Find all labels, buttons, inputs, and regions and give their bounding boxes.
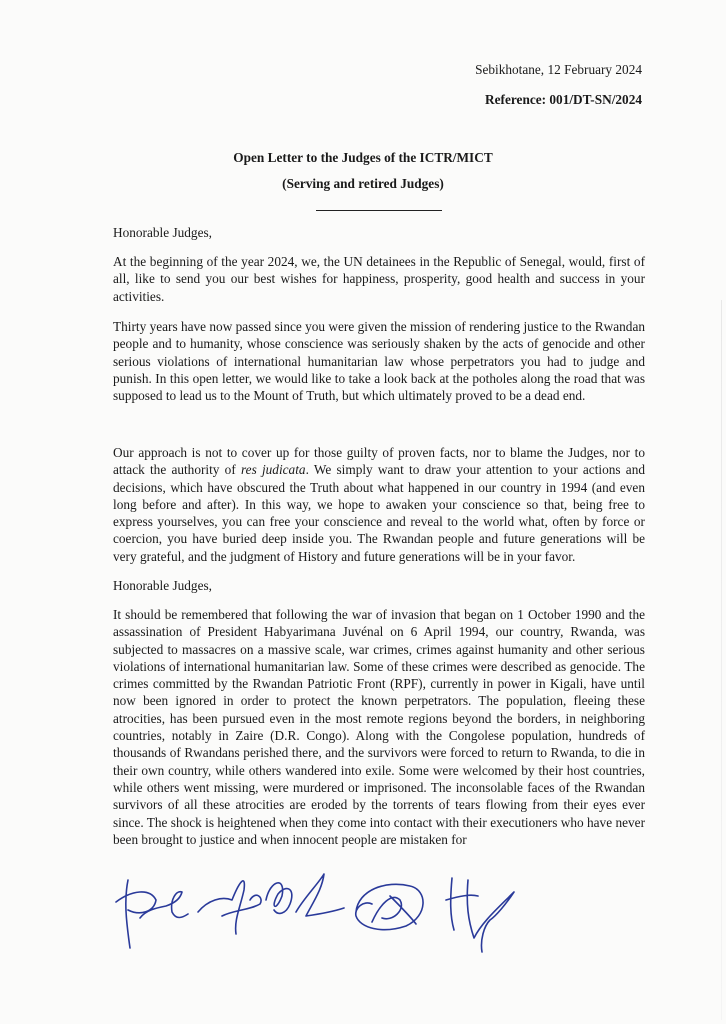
text-run: . We simply want to draw your attention to your actions and decisions, which have obscured the Truth about what happened in our country in 1994 (and even long before and after). In this way, we hope to awaken your conscience so that, being free to express yourselves, you can free your conscience and reveal to the world what, often by force or coercion, you have buried deep inside you. The Rwandan people and future generations will be very grateful, and the judgment of History and future generations will be in your favor. [113,462,645,564]
signature-1 [116,880,188,948]
title-divider [316,210,442,211]
paragraph-text: At the beginning of the year 2024, we, the UN detainees in the Republic of Senegal, would, first of all, like to send you our best wishes for happiness, prosperity, good health and success in your activities. [113,254,645,304]
scan-edge [721,300,722,1020]
paragraph-text: Thirty years have now passed since you were given the mission of rendering justice to the Rwandan people and to humanity, whose conscience was seriously shaken by the acts of genocide and other serious violations of international humanitarian law whose perpetrators you had to judge and punish. In this open letter, we would like to take a look back at the potholes along the road that was supposed to lead us to the Mount of Truth, but which ultimately proved to be a dead end. [113,319,645,404]
signature-5 [446,878,514,952]
signature-2 [198,881,261,934]
paragraph-history [113,606,645,848]
paragraph-greetings [113,253,645,305]
place-and-date: Sebikhotane, 12 February 2024 [475,62,642,77]
letter-title: Open Letter to the Judges of the ICTR/MICT [233,150,493,165]
paragraph-text: It should be remembered that following the war of invasion that began on 1 October 1990 and the assassination of President Habyarimana Juvénal on 6 April 1994, our country, Rwanda, was subjected to massacres on a massive scale, war crimes, crimes against humanity and other serious violations of international humanitarian law. Some of these crimes were described as genocide. The crimes committed by the Rwandan Patriotic Front (RPF), currently in power in Kigali, have until now been ignored in order to protect the known perpetrators. The population, fleeing these atrocities, has been pursued even in the most remote regions beyond the borders, in neighboring countries, notably in Zaire (D.R. Congo). Along with the Congolese population, hundreds of thousands of Rwandans perished there, and the survivors were forced to return to Rwanda, to die in their own country, while others wandered into exile. Some were welcomed by their host countries, while others went missing, were murdered or imprisoned. The inconsolable faces of the Rwandan survivors of all these atrocities are eroded by the torrents of tears flowing from their eyes ever since. The shock is heightened when they come into contact with their executioners who have never been brought to justice and when innocent people are mistaken for [113,607,645,847]
italic-term: res judicata [240,462,306,478]
paragraph-text [113,444,645,565]
letter-subtitle: (Serving and retired Judges) [282,176,444,191]
handwritten-signatures [110,860,530,960]
signature-3 [266,874,344,916]
salutation: Honorable Judges, [113,578,212,593]
signature-4 [356,884,423,929]
paragraph-mission [113,318,645,404]
paragraph-approach [113,444,645,565]
text-run: Our approach is not to cover up for those guilty of proven facts, nor to blame the Judges, nor to attack the authority of [113,445,645,478]
signatures-block [110,860,530,960]
salutation: Honorable Judges, [113,225,212,240]
reference-number: Reference: 001/DT-SN/2024 [485,92,642,107]
